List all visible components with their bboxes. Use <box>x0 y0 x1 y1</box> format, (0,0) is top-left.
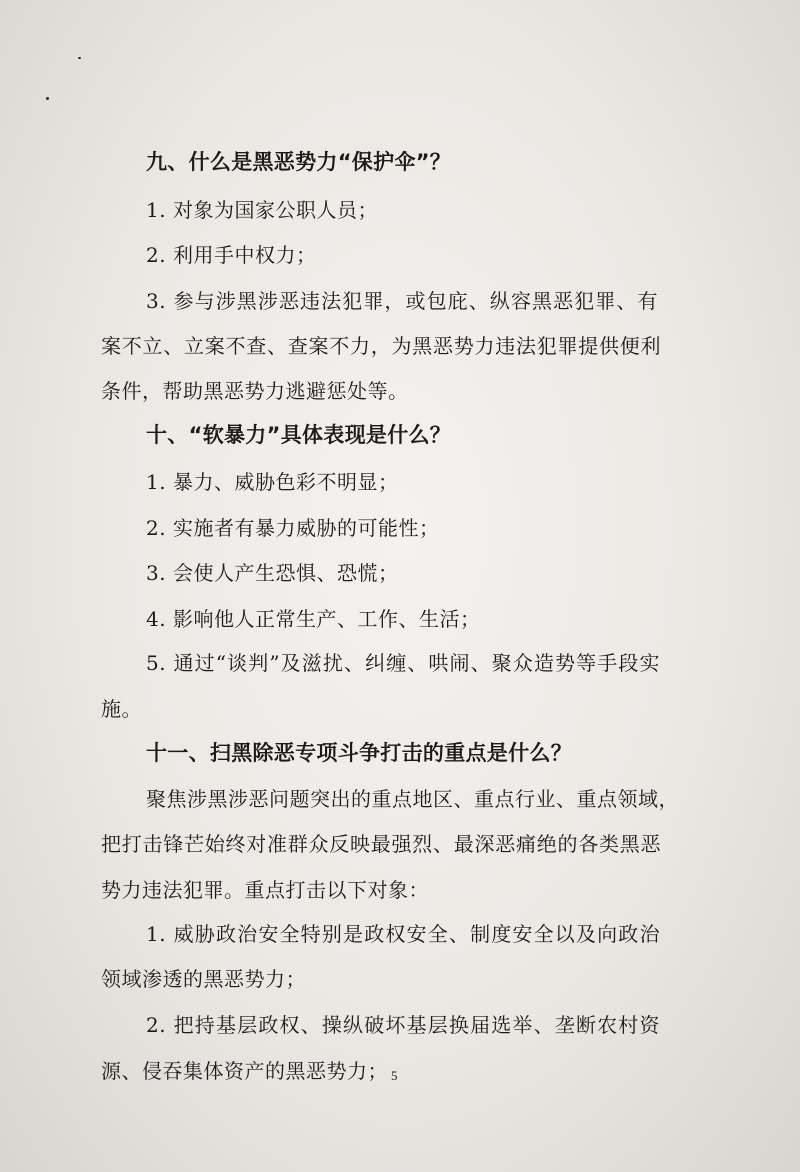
section-9-item-2: 2. 利用手中权力； <box>146 243 317 267</box>
section-9-heading: 九、什么是黑恶势力“保护伞”？ <box>146 150 452 174</box>
section-11-item-2-line-2: 源、侵吞集体资产的黑恶势力； <box>101 1059 388 1083</box>
page-number: 5 <box>391 1068 398 1083</box>
section-11-item-1-line-1: 1. 威胁政治安全特别是政权安全、制度安全以及向政治 <box>146 922 660 946</box>
section-11-intro-line-3: 势力违法犯罪。重点打击以下对象： <box>101 878 429 902</box>
section-10-item-5-line-1: 5. 通过“谈判”及滋扰、纠缠、哄闹、聚众造势等手段实 <box>146 651 660 675</box>
section-10-item-3: 3. 会使人产生恐惧、恐慌； <box>146 561 399 585</box>
section-11-intro-line-2: 把打击锋芒始终对准群众反映最强烈、最深恶痛绝的各类黑恶 <box>101 832 661 856</box>
section-9-item-3-line-2: 案不立、立案不查、查案不力，为黑恶势力违法犯罪提供便利 <box>101 334 661 358</box>
section-11-heading: 十一、扫黑除恶专项斗争打击的重点是什么？ <box>146 741 572 765</box>
section-9-item-3-line-1: 3. 参与涉黑涉恶违法犯罪，或包庇、纵容黑恶犯罪、有 <box>146 289 658 313</box>
section-9-item-1: 1. 对象为国家公职人员； <box>146 198 378 222</box>
section-9-item-3-line-3: 条件，帮助黑恶势力逃避惩处等。 <box>101 379 409 403</box>
scan-speck <box>78 57 81 59</box>
section-10-item-4: 4. 影响他人正常生产、工作、生活； <box>146 607 481 631</box>
section-10-item-2: 2. 实施者有暴力威胁的可能性； <box>146 516 440 540</box>
section-10-item-5-line-2: 施。 <box>101 697 142 721</box>
section-10-item-1: 1. 暴力、威胁色彩不明显； <box>146 470 399 494</box>
section-11-intro-line-1: 聚焦涉黑涉恶问题突出的重点地区、重点行业、重点领域， <box>146 787 679 811</box>
scan-speck <box>46 97 49 100</box>
section-10-heading: 十、“软暴力”具体表现是什么？ <box>146 423 452 447</box>
section-11-item-2-line-1: 2. 把持基层政权、操纵破坏基层换届选举、垄断农村资 <box>146 1013 660 1037</box>
section-11-item-1-line-2: 领域渗透的黑恶势力； <box>101 967 306 991</box>
